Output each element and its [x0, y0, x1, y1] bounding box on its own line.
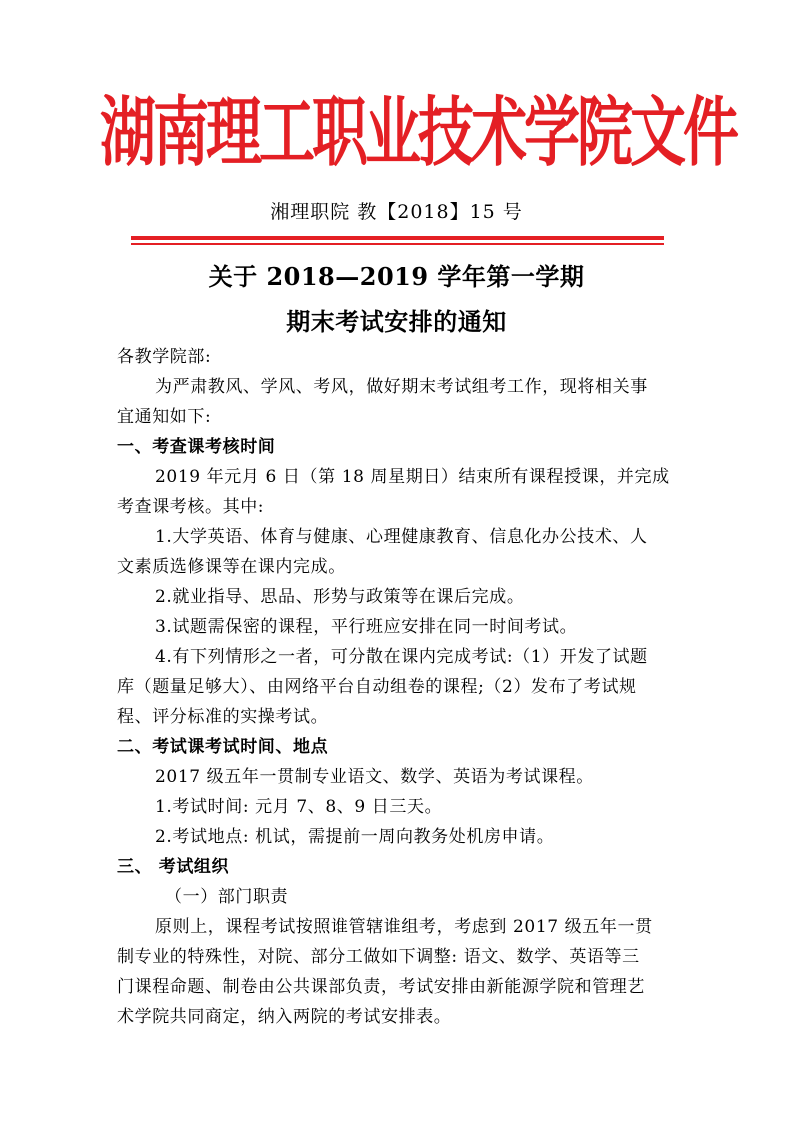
notice-title-line2: 期末考试安排的通知: [286, 307, 507, 336]
paragraph-line: 制专业的特殊性，对院、部分工做如下调整: 语文、数学、英语等三: [117, 947, 640, 967]
paragraph-line: 术学院共同商定，纳入两院的考试安排表。: [117, 1007, 452, 1027]
list-item-line: 2.就业指导、思品、形势与政策等在课后完成。: [155, 587, 525, 607]
list-item-line: 2.考试地点: 机试，需提前一周向教务处机房申请。: [155, 827, 555, 847]
paragraph-line: 2019 年元月 6 日（第 18 周星期日）结束所有课程授课，并完成: [155, 467, 670, 487]
masthead-divider-thick: [131, 236, 664, 240]
section-heading: 一、考查课考核时间: [117, 437, 276, 457]
list-item-line: 库（题量足够大）、由网络平台自动组卷的课程;（2）发布了考试规: [117, 677, 637, 697]
subsection-heading: （一）部门职责: [165, 887, 289, 907]
paragraph-line: 门课程命题、制卷由公共课部负责，考试安排由新能源学院和管理艺: [117, 977, 645, 997]
salutation: 各教学院部:: [117, 347, 212, 367]
section-heading: 二、考试课考试时间、地点: [117, 737, 329, 757]
paragraph-line: 考查课考核。其中:: [117, 497, 265, 517]
notice-title-line1: 关于 2018—2019 学年第一学期: [208, 262, 585, 291]
masthead-divider-thin: [131, 243, 664, 245]
list-item-line: 程、评分标准的实操考试。: [117, 707, 329, 727]
document-masthead: 湖南理工职业技术学院文件: [100, 89, 736, 178]
list-item-line: 文素质选修课等在课内完成。: [117, 557, 346, 577]
paragraph-line: 原则上，课程考试按照谁管辖谁组考，考虑到 2017 级五年一贯: [155, 917, 653, 937]
list-item-line: 4.有下列情形之一者，可分散在课内完成考试:（1）开发了试题: [155, 647, 648, 667]
section-heading: 三、 考试组织: [117, 857, 230, 877]
paragraph-line: 2017 级五年一贯制专业语文、数学、英语为考试课程。: [155, 767, 594, 787]
list-item-line: 1.大学英语、体育与健康、心理健康教育、信息化办公技术、人: [155, 527, 648, 547]
list-item-line: 1.考试时间: 元月 7、8、9 日三天。: [155, 797, 443, 817]
intro-paragraph-line: 宜通知如下:: [117, 407, 212, 427]
intro-paragraph-line: 为严肃教风、学风、考风，做好期末考试组考工作，现将相关事: [155, 377, 648, 397]
list-item-line: 3.试题需保密的课程，平行班应安排在同一时间考试。: [155, 617, 578, 637]
document-number: 湘理职院 教【2018】15 号: [270, 201, 523, 223]
